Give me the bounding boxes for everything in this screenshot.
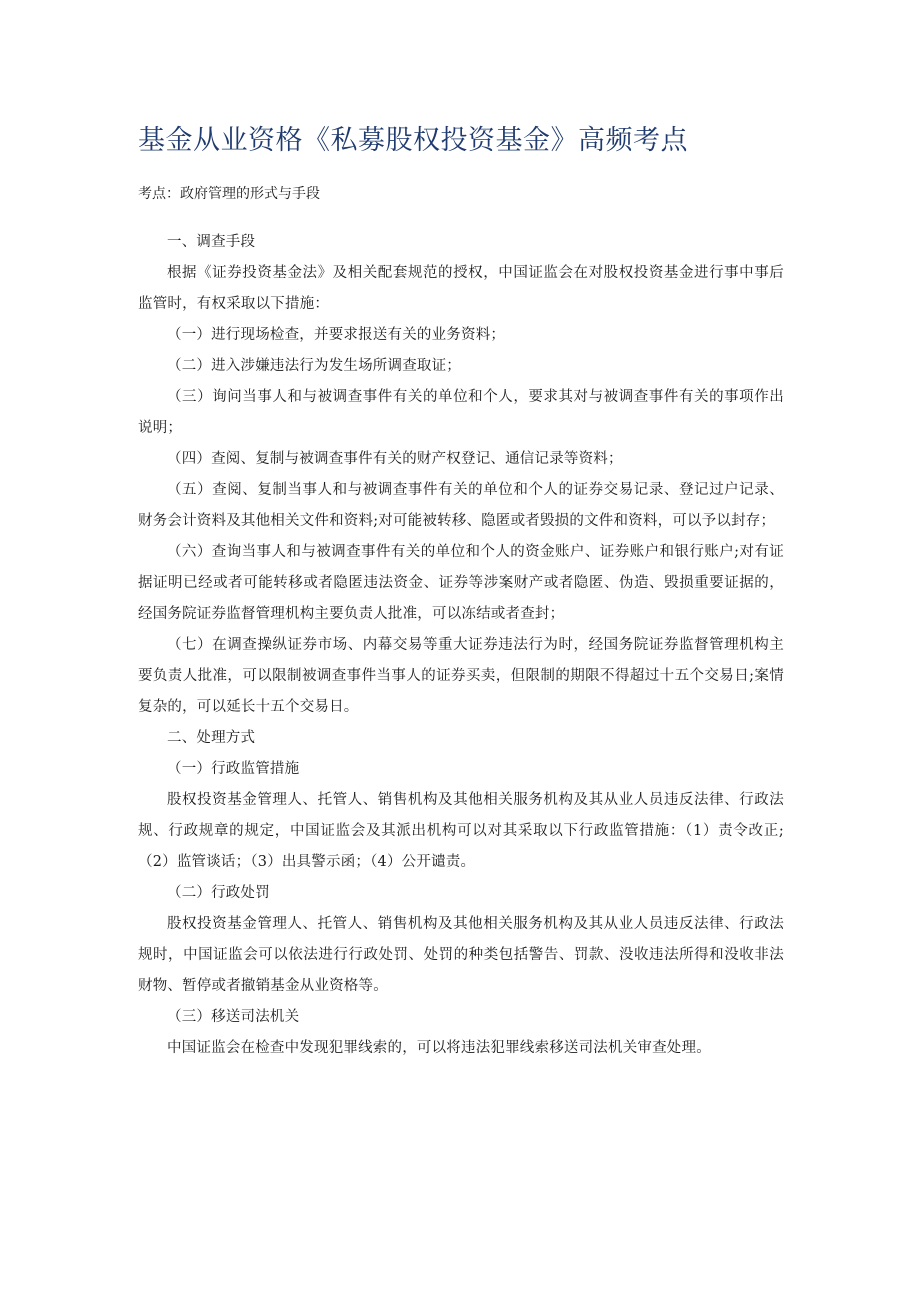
list-item: （三）询问当事人和与被调查事件有关的单位和个人，要求其对与被调查事件有关的事项作出说明； — [138, 389, 784, 436]
document-title: 基金从业资格《私募股权投资基金》高频考点 — [138, 125, 688, 156]
list-item: （七）在调查操纵证券市场、内幕交易等重大证券违法行为时，经国务院证券监督管理机构主要负责人批准，可以限制被调查事件当事人的证券买卖，但限制的期限不得超过十五个交易日;案情复杂的，可以延长十五个交易日。 — [138, 637, 784, 715]
list-item: （二）进入涉嫌违法行为发生场所调查取证； — [167, 358, 461, 374]
section-heading-investigation: 一、调查手段 — [167, 234, 256, 250]
document-body — [138, 227, 784, 1064]
subsection-heading: （三）移送司法机关 — [167, 1009, 300, 1025]
list-item: （六）查询当事人和与被调查事件有关的单位和个人的资金账户、证券账户和银行账户;对有证据证明已经或者可能转移或者隐匿违法资金、证券等涉案财产或者隐匿、伪造、毁损重要证据的，经国务院证券监督管理机构主要负责人批准，可以冻结或者查封； — [138, 544, 784, 622]
document-subtitle: 考点：政府管理的形式与手段 — [138, 186, 320, 202]
list-item: （四）查阅、复制与被调查事件有关的财产权登记、通信记录等资料； — [167, 451, 623, 467]
paragraph: 股权投资基金管理人、托管人、销售机构及其他相关服务机构及其从业人员违反法律、行政法规时，中国证监会可以依法进行行政处罚、处罚的种类包括警告、罚款、没收违法所得和没收非法财物、暂停或者撤销基金从业资格等。 — [138, 916, 784, 994]
list-item: （一）进行现场检查，并要求报送有关的业务资料； — [167, 327, 506, 343]
paragraph: 股权投资基金管理人、托管人、销售机构及其他相关服务机构及其从业人员违反法律、行政法规、行政规章的规定，中国证监会及其派出机构可以对其采取以下行政监管措施：（1）责令改正;（2）监管谈话；（3）出具警示函；（4）公开谴责。 — [138, 792, 784, 870]
section-heading-handling: 二、处理方式 — [167, 730, 256, 746]
subsection-heading: （二）行政处罚 — [167, 885, 270, 901]
subsection-heading: （一）行政监管措施 — [167, 761, 300, 777]
list-item: （五）查阅、复制当事人和与被调查事件有关的单位和个人的证券交易记录、登记过户记录、财务会计资料及其他相关文件和资料;对可能被转移、隐匿或者毁损的文件和资料，可以予以封存； — [138, 482, 784, 529]
paragraph-authority: 根据《证券投资基金法》及相关配套规范的授权，中国证监会在对股权投资基金进行事中事后监管时，有权采取以下措施： — [138, 265, 784, 312]
paragraph: 中国证监会在检查中发现犯罪线索的，可以将违法犯罪线索移送司法机关审查处理。 — [167, 1040, 711, 1056]
